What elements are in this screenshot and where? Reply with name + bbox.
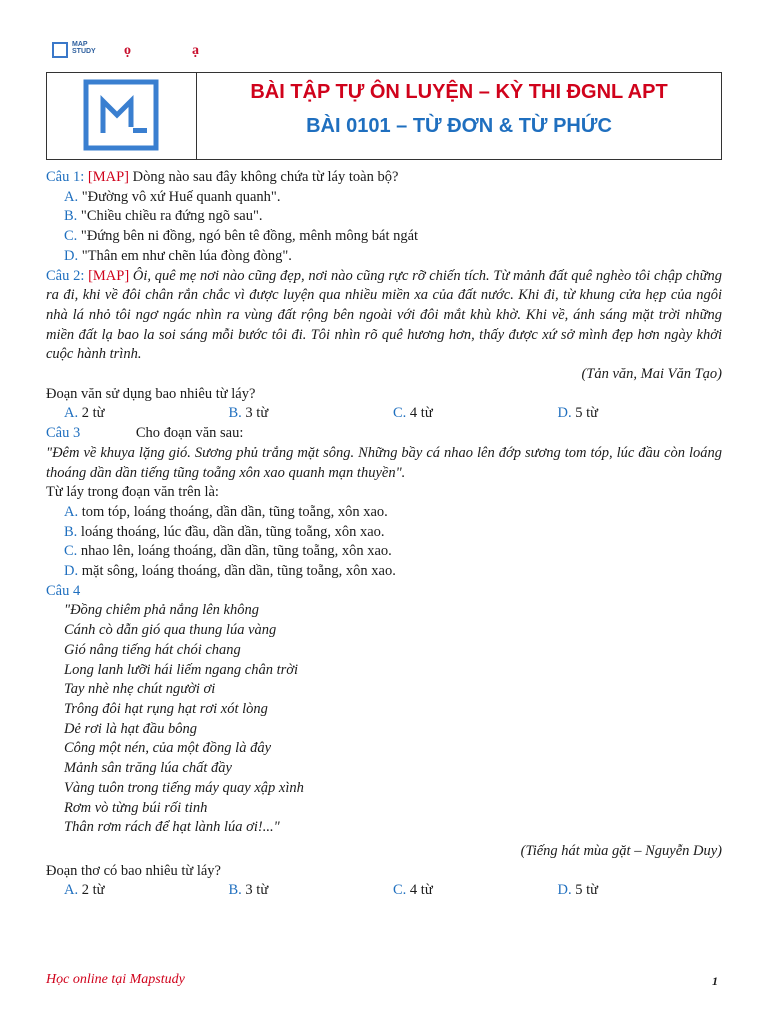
option-key: A.	[64, 882, 79, 899]
q2-options	[46, 404, 722, 424]
question-2	[46, 267, 722, 366]
q4-question: Đoạn thơ có bao nhiêu từ láy?	[46, 862, 221, 879]
q1-option-a[interactable]	[46, 188, 722, 208]
option-key: D.	[557, 882, 572, 899]
option-key: A.	[64, 188, 79, 205]
page-title: BÀI TẬP TỰ ÔN LUYỆN – KỲ THI ĐGNL APT	[250, 81, 668, 103]
poem-line: Rơm vò từng búi rối tinh	[64, 799, 208, 816]
q1-option-b[interactable]	[46, 207, 722, 227]
q1-option-c[interactable]	[46, 227, 722, 247]
question-3	[46, 424, 722, 444]
q4-source: (Tiếng hát mùa gặt – Nguyễn Duy)	[520, 842, 722, 859]
option-text: 4 từ	[409, 882, 433, 899]
q3-label: Câu 3	[46, 425, 81, 442]
poem-line: Gió nâng tiếng hát chói chang	[64, 641, 241, 658]
q4-poem	[46, 601, 722, 837]
page-number: 1	[712, 974, 718, 988]
q2-option-b[interactable]	[229, 404, 394, 424]
q3-intro: Cho đoạn văn sau:	[135, 425, 244, 442]
header-box	[46, 72, 722, 160]
q2-source: (Tản văn, Mai Văn Tạo)	[581, 366, 722, 383]
q3-passage: "Đêm về khuya lặng gió. Sương phủ trắng mặt sông. Những bầy cá nhao lên đớp sương tom tóp, lúc đầu còn loáng thoáng dần dần tiếng tũng toẵng xôn xao quanh mạn thuyền".	[46, 444, 722, 481]
option-text: 5 từ	[575, 882, 598, 899]
q1-label: Câu 1:	[46, 169, 85, 185]
option-text: 2 từ	[81, 405, 105, 422]
top-brand-bar	[52, 40, 352, 64]
option-text: loáng thoáng, lúc đầu, dần dần, tũng toẵng, xôn xao.	[80, 523, 385, 540]
q1-text: Dòng nào sau đây không chứa từ láy toàn bộ?	[132, 169, 399, 185]
q2-option-d[interactable]	[558, 404, 723, 424]
header-logo-cell	[47, 73, 197, 159]
option-key: C.	[393, 405, 407, 422]
header-mark-1: ọ	[124, 43, 131, 58]
option-text: 3 từ	[245, 882, 269, 899]
q2-question: Đoạn văn sử dụng bao nhiêu từ láy?	[46, 385, 256, 402]
q3-option-c[interactable]	[46, 542, 722, 562]
option-text: "Đường vô xứ Huế quanh quanh".	[81, 188, 281, 205]
poem-line: Trông đôi hạt rụng hạt rơi xót lòng	[64, 700, 268, 717]
footer-text[interactable]: Học online tại Mapstudy	[46, 972, 185, 987]
option-key: C.	[393, 882, 407, 899]
q4-option-a[interactable]	[64, 881, 229, 901]
exercise-content	[46, 168, 722, 901]
q4-options	[46, 881, 722, 901]
q3-question: Từ láy trong đoạn văn trên là:	[46, 484, 219, 501]
option-key: C.	[64, 543, 78, 560]
poem-line: Vàng tuôn trong tiếng máy quay xập xình	[64, 779, 304, 796]
q2-label: Câu 2:	[46, 267, 85, 284]
q2-option-a[interactable]	[64, 404, 229, 424]
poem-line: Thân rơm rách để hạt lành lúa ơi!..."	[64, 819, 280, 836]
option-text: "Đứng bên ni đồng, ngó bên tê đồng, mênh mông bát ngát	[80, 228, 419, 245]
question-1	[46, 168, 722, 188]
option-key: C.	[64, 228, 78, 245]
page-subtitle: BÀI 0101 – TỪ ĐƠN & TỪ PHỨC	[306, 115, 612, 137]
option-text: mặt sông, loáng thoáng, dần dần, tũng toẵng, xôn xao.	[81, 563, 396, 580]
poem-line: Mảnh sân trăng lúa chất đầy	[64, 760, 232, 777]
option-text: 5 từ	[575, 405, 598, 422]
poem-line: Dẻ rơi là hạt đầu bông	[64, 720, 197, 737]
q1-option-d[interactable]	[46, 247, 722, 267]
mini-logo-text	[72, 41, 96, 55]
q2-tag: [MAP]	[88, 267, 130, 284]
option-key: D.	[557, 405, 572, 422]
q3-option-d[interactable]	[46, 562, 722, 582]
option-text: 3 từ	[245, 405, 269, 422]
q4-option-d[interactable]	[558, 881, 723, 901]
option-text: nhao lên, loáng thoáng, dần dần, tũng toẵng, xôn xao.	[80, 543, 392, 560]
option-key: D.	[64, 563, 79, 580]
q4-option-b[interactable]	[229, 881, 394, 901]
poem-line: Tay nhè nhẹ chút người ơi	[64, 681, 216, 698]
brand-line2: STUDY	[72, 48, 96, 55]
q2-option-c[interactable]	[393, 404, 558, 424]
header-mark-2: ạ	[192, 43, 199, 58]
q2-passage: Ôi, quê mẹ nơi nào cũng đẹp, nơi nào cũng rực rỡ chiến tích. Từ mảnh đất quê nghèo tôi chập chững ra đi, khi về đôi chân rắn chắc vì được luyện qua nhiều miền xa của đất nước. Khi đi, từ khung cửa hẹp của ngôi nhà lá nhỏ tôi ngơ ngác nhìn ra vùng đất rộng bên ngoài với đôi mắt khù khờ. Khi về, ánh sáng mặt trời những miền đất lạ bao la soi sáng mỗi bước tôi đi. Tôi nhìn rõ quê hương hơn, thấy được xứ sở mình đẹp hơn ngày khởi cuộc hành trình.	[46, 267, 723, 363]
q4-label: Câu 4	[46, 582, 81, 599]
option-text: "Thân em như chẽn lúa đòng đòng".	[81, 247, 292, 264]
poem-line: Công một nén, của một đồng là đây	[64, 740, 272, 757]
option-key: A.	[64, 405, 79, 422]
poem-line: Long lanh lưỡi hái liếm ngang chân trời	[64, 661, 299, 678]
q4-option-c[interactable]	[393, 881, 558, 901]
option-text: 2 từ	[81, 882, 105, 899]
option-text: 4 từ	[409, 405, 433, 422]
mapstudy-mini-logo-icon	[52, 42, 68, 58]
option-key: B.	[64, 523, 78, 540]
poem-line: Cánh cò dẫn gió qua thung lúa vàng	[64, 622, 277, 639]
q3-option-a[interactable]	[46, 503, 722, 523]
option-key: D.	[64, 247, 79, 264]
option-key: B.	[228, 405, 242, 422]
option-key: A.	[64, 503, 79, 520]
option-text: "Chiều chiều ra đứng ngõ sau".	[80, 208, 263, 225]
option-key: B.	[64, 208, 78, 225]
q3-option-b[interactable]	[46, 523, 722, 543]
poem-line: "Đồng chiêm phả nắng lên không	[64, 602, 259, 619]
brand-line1: MAP	[72, 41, 88, 48]
q1-tag: [MAP]	[87, 169, 129, 185]
option-text: tom tóp, loáng thoáng, dần dần, tũng toẵng, xôn xao.	[81, 503, 388, 520]
mapstudy-logo-icon	[67, 79, 175, 151]
option-key: B.	[228, 882, 242, 899]
